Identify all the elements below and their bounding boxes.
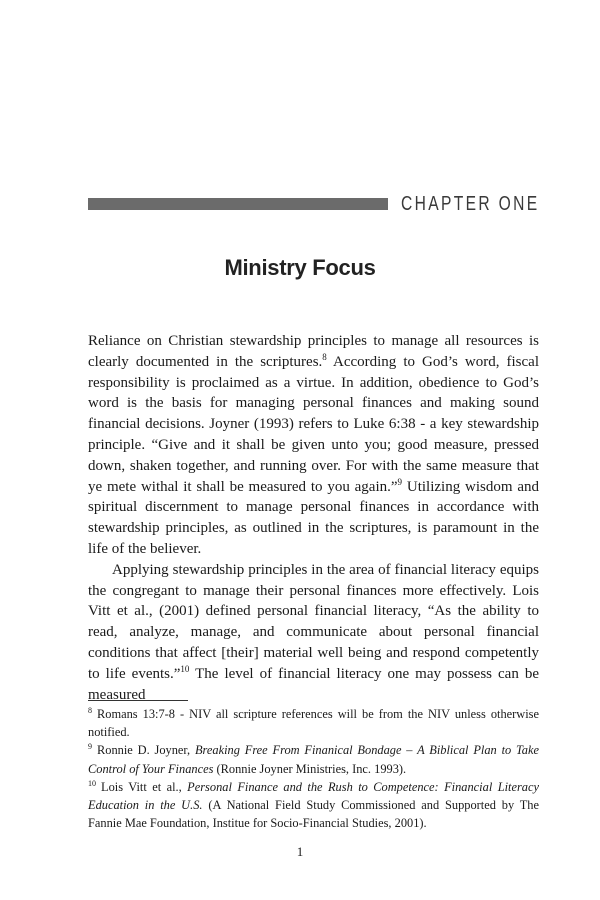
footnote-10-number: 10 (88, 778, 96, 788)
footnote-ref-9: 9 (397, 476, 403, 487)
paragraph-1 (88, 331, 539, 560)
footnote-9-publisher: (Ronnie Joyner Ministries, Inc. 1993). (213, 761, 407, 776)
footnote-10-author: Lois Vitt et al., (101, 779, 188, 794)
page-number: 1 (296, 844, 304, 859)
footnote-divider (88, 700, 188, 701)
footnote-9 (88, 741, 539, 777)
paragraph-2 (88, 560, 539, 706)
chapter-label: CHAPTER ONE (400, 193, 539, 215)
footnote-10 (88, 778, 539, 833)
footnote-10-publisher: (A National Field Study Commissioned and Supported by The Fannie Mae Foundation, Institue for Socio-Financial Studies, 2001). (88, 798, 540, 831)
paragraph-2-text-b: The level of financial literacy one may possess can be measured (88, 665, 539, 703)
footnote-8 (88, 705, 539, 741)
paragraph-1-text-a: Reliance on Christian stewardship principles to manage all resources is clearly documented in the scriptures. (88, 333, 539, 370)
footnote-ref-8: 8 (322, 351, 327, 362)
paragraph-1-text-c: Utilizing wisdom and spiritual discernment to manage personal finances in accordance with stewardship principles, as outlined in the scriptures, is paramount in the life of the believer. (88, 478, 539, 557)
paragraph-2-text-a: Applying stewardship principles in the area of financial literacy equips the congregant to manage their personal finances more effectively. Lois Vitt et al., (2001) defined personal financial literacy, “As the ability to read, analyze, manage, and communicate about personal financial conditions that affect [their] material well being and respond competently to life events.” (88, 561, 539, 682)
paragraph-1-text-b: According to God’s word, fiscal responsibility is proclaimed as a virtue. In addition, obedience to God’s word is the basis for managing personal finances and making sound financial decisions. Joyner (1993) refers to Luke 6:38 - a key stewardship principle. “Give and it shall be given unto you; good measure, pressed down, shaken together, and running over. For with the same measure that ye mete withal it shall be measured to you again.” (88, 353, 539, 495)
chapter-decorative-bar (88, 198, 388, 210)
chapter-title: Ministry Focus (224, 255, 376, 280)
footnote-8-text: Romans 13:7-8 - NIV all scripture references will be from the NIV unless otherwise notified. (88, 707, 539, 740)
footnote-10-title: Personal Finance and the Rush to Competence: Financial Literacy Education in the U.S. (88, 779, 539, 813)
footnote-9-number: 9 (88, 742, 92, 752)
footnote-ref-10: 10 (180, 663, 190, 674)
footnote-9-author: Ronnie D. Joyner, (97, 743, 195, 758)
body-text (88, 331, 539, 705)
footnotes (88, 705, 539, 832)
footnote-9-title: Breaking Free From Finanical Bondage – A Biblical Plan to Take Control of Your Finances (88, 743, 539, 776)
footnote-8-number: 8 (88, 706, 92, 715)
